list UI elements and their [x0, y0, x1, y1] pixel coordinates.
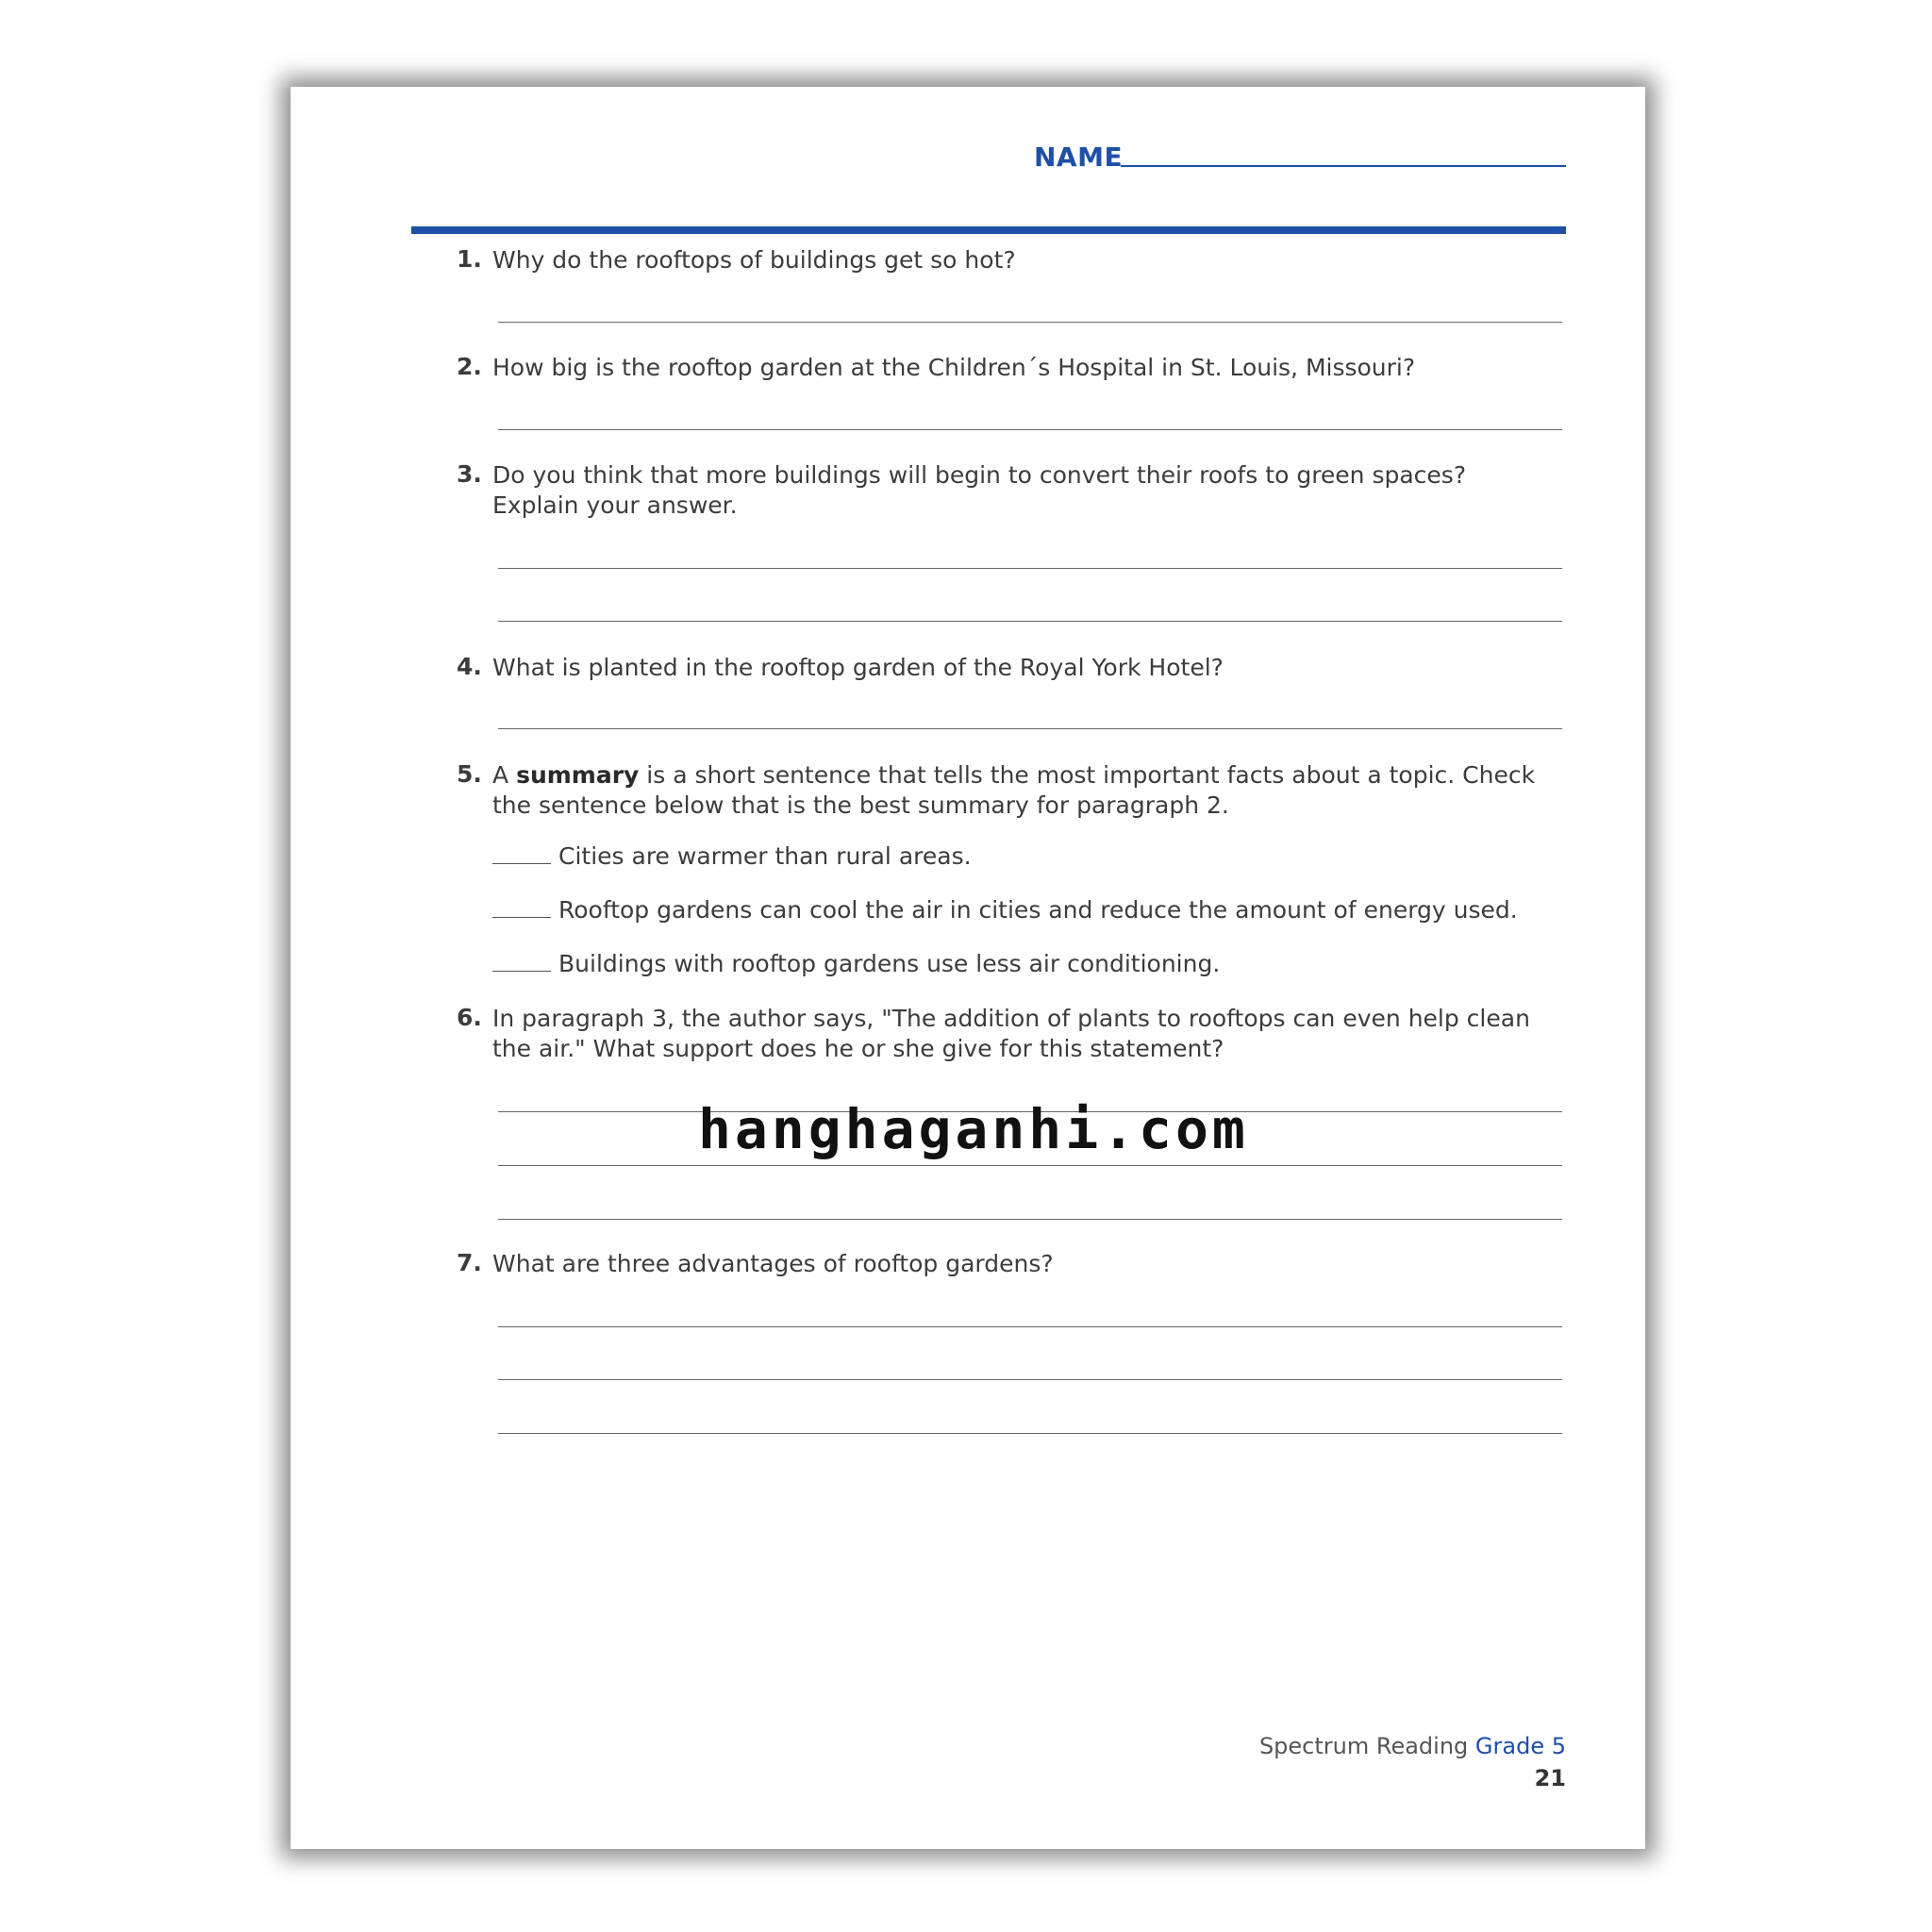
- question-6-number: 6.: [457, 1004, 482, 1031]
- question-5-prefix: A: [492, 761, 517, 789]
- answer-line[interactable]: [498, 728, 1562, 729]
- summary-term: summary: [516, 761, 640, 789]
- footer-series: [1259, 1733, 1566, 1759]
- header-rule: [411, 226, 1566, 234]
- question-5-suffix: is a short sentence that tells the most important facts about a topic. Check the sentence below that is the best summary for paragraph 2.: [492, 761, 1536, 819]
- answer-line[interactable]: [498, 1165, 1562, 1166]
- name-label: NAME: [1034, 142, 1124, 173]
- option-3[interactable]: [492, 949, 1220, 979]
- question-5-number: 5.: [457, 760, 482, 788]
- option-2-text: Rooftop gardens can cool the air in cities and reduce the amount of energy used.: [558, 896, 1518, 924]
- answer-line[interactable]: [498, 568, 1562, 569]
- answer-line[interactable]: [498, 1379, 1562, 1380]
- check-blank[interactable]: [492, 862, 551, 864]
- question-3-number: 3.: [457, 460, 482, 488]
- worksheet-page: [291, 87, 1645, 1849]
- grade-label: Grade 5: [1474, 1733, 1566, 1759]
- page-number: 21: [1534, 1765, 1566, 1791]
- answer-line[interactable]: [498, 1326, 1562, 1327]
- answer-line[interactable]: [498, 1433, 1562, 1434]
- answer-line[interactable]: [498, 429, 1562, 430]
- check-blank[interactable]: [492, 970, 551, 972]
- option-2[interactable]: [492, 895, 1518, 925]
- question-4-number: 4.: [457, 653, 482, 680]
- question-1-number: 1.: [457, 245, 482, 273]
- question-7-text: What are three advantages of rooftop gardens?: [492, 1250, 1054, 1277]
- question-2-text: How big is the rooftop garden at the Children´s Hospital in St. Louis, Missouri?: [492, 354, 1416, 381]
- answer-line[interactable]: [498, 1219, 1562, 1220]
- answer-line[interactable]: [498, 621, 1562, 622]
- name-blank-line[interactable]: [1121, 165, 1566, 167]
- option-3-text: Buildings with rooftop gardens use less air conditioning.: [558, 950, 1221, 977]
- question-6-text: In paragraph 3, the author says, "The addition of plants to rooftops can even help clean the air." What support does he or she give for this statement?: [492, 1005, 1530, 1062]
- series-name: Spectrum Reading: [1258, 1733, 1469, 1759]
- check-blank[interactable]: [492, 916, 551, 918]
- question-4-text: What is planted in the rooftop garden of the Royal York Hotel?: [492, 654, 1224, 681]
- answer-line[interactable]: [498, 322, 1562, 323]
- option-1[interactable]: [492, 841, 972, 872]
- question-1-text: Why do the rooftops of buildings get so hot?: [492, 246, 1016, 274]
- question-2-number: 2.: [457, 353, 482, 380]
- question-7-number: 7.: [457, 1249, 482, 1276]
- option-1-text: Cities are warmer than rural areas.: [558, 842, 972, 870]
- watermark-text: hanghaganhi.com: [698, 1097, 1249, 1161]
- question-3-text: Do you think that more buildings will begin to convert their roofs to green spaces? Explain your answer.: [492, 461, 1467, 519]
- question-5-text: [492, 760, 1540, 821]
